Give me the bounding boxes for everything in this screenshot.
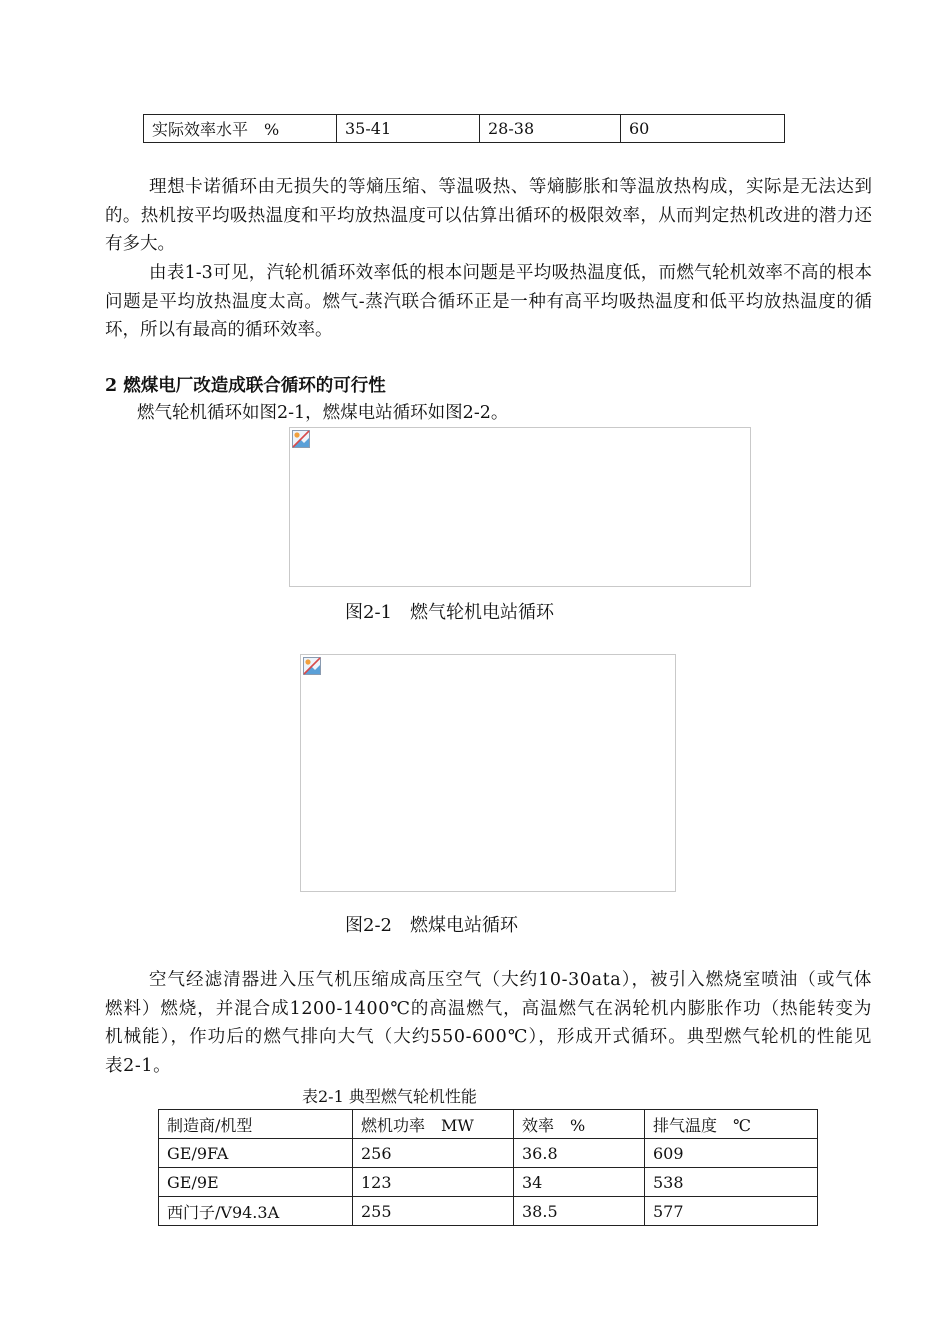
table-cell: GE/9E: [159, 1168, 353, 1197]
table-cell: 538: [645, 1168, 818, 1197]
table-cell: 实际效率水平 %: [144, 115, 337, 143]
table-row: [144, 115, 785, 143]
section-heading: 2 燃煤电厂改造成联合循环的可行性: [105, 376, 386, 396]
table-cell: 38.5: [514, 1197, 645, 1226]
table-row: [159, 1139, 818, 1168]
table-row: [159, 1197, 818, 1226]
paragraph-carnot: 理想卡诺循环由无损失的等熵压缩、等温吸热、等熵膨胀和等温放热构成，实际是无法达到的。热机按平均吸热温度和平均放热温度可以估算出循环的极限效率，从而判定热机改进的潜力还有多大。: [105, 177, 872, 254]
figure-2-2-image: [300, 654, 676, 892]
table-cell: 34: [514, 1168, 645, 1197]
paragraph-efficiency: 由表1-3可见，汽轮机循环效率低的根本问题是平均吸热温度低，而燃气轮机效率不高的根本问题是平均放热温度太高。燃气-蒸汽联合循环正是一种有高平均吸热温度和低平均放热温度的循环，所以有最高的循环效率。: [105, 263, 872, 340]
table-header-cell: 制造商/机型: [159, 1110, 353, 1139]
table-cell: 35-41: [337, 115, 480, 143]
table-cell: 577: [645, 1197, 818, 1226]
table-cell: GE/9FA: [159, 1139, 353, 1168]
table-cell: 36.8: [514, 1139, 645, 1168]
broken-image-icon: [292, 430, 310, 448]
table-row: [159, 1168, 818, 1197]
figure-2-1-caption: 图2-1 燃气轮机电站循环: [345, 602, 554, 623]
paragraph-gas-turbine: 空气经滤清器进入压气机压缩成高压空气（大约10-30ata），被引入燃烧室喷油（或气体燃料）燃烧，并混合成1200-1400℃的高温燃气，高温燃气在涡轮机内膨胀作功（热能转变为机械能），作功后的燃气排向大气（大约550-600℃），形成开式循环。典型燃气轮机的性能见表2-1。: [105, 970, 872, 1076]
table-cell: 60: [621, 115, 785, 143]
table-header-row: [159, 1110, 818, 1139]
table-header-cell: 效率 %: [514, 1110, 645, 1139]
table-cell: 609: [645, 1139, 818, 1168]
broken-image-icon: [303, 657, 321, 675]
table-cell: 255: [353, 1197, 514, 1226]
table-header-cell: 排气温度 ℃: [645, 1110, 818, 1139]
table-cell: 123: [353, 1168, 514, 1197]
figure-2-2-caption: 图2-2 燃煤电站循环: [345, 915, 518, 936]
table-caption: 表2-1 典型燃气轮机性能: [302, 1087, 477, 1106]
figure-intro-text: 燃气轮机循环如图2-1，燃煤电站循环如图2-2。: [137, 403, 509, 423]
efficiency-table-fragment: [143, 114, 785, 143]
gas-turbine-performance-table: [158, 1109, 818, 1226]
table-cell: 256: [353, 1139, 514, 1168]
table-header-cell: 燃机功率 MW: [353, 1110, 514, 1139]
figure-2-1-image: [289, 427, 751, 587]
table-cell: 28-38: [480, 115, 621, 143]
table-cell: 西门子/V94.3A: [159, 1197, 353, 1226]
